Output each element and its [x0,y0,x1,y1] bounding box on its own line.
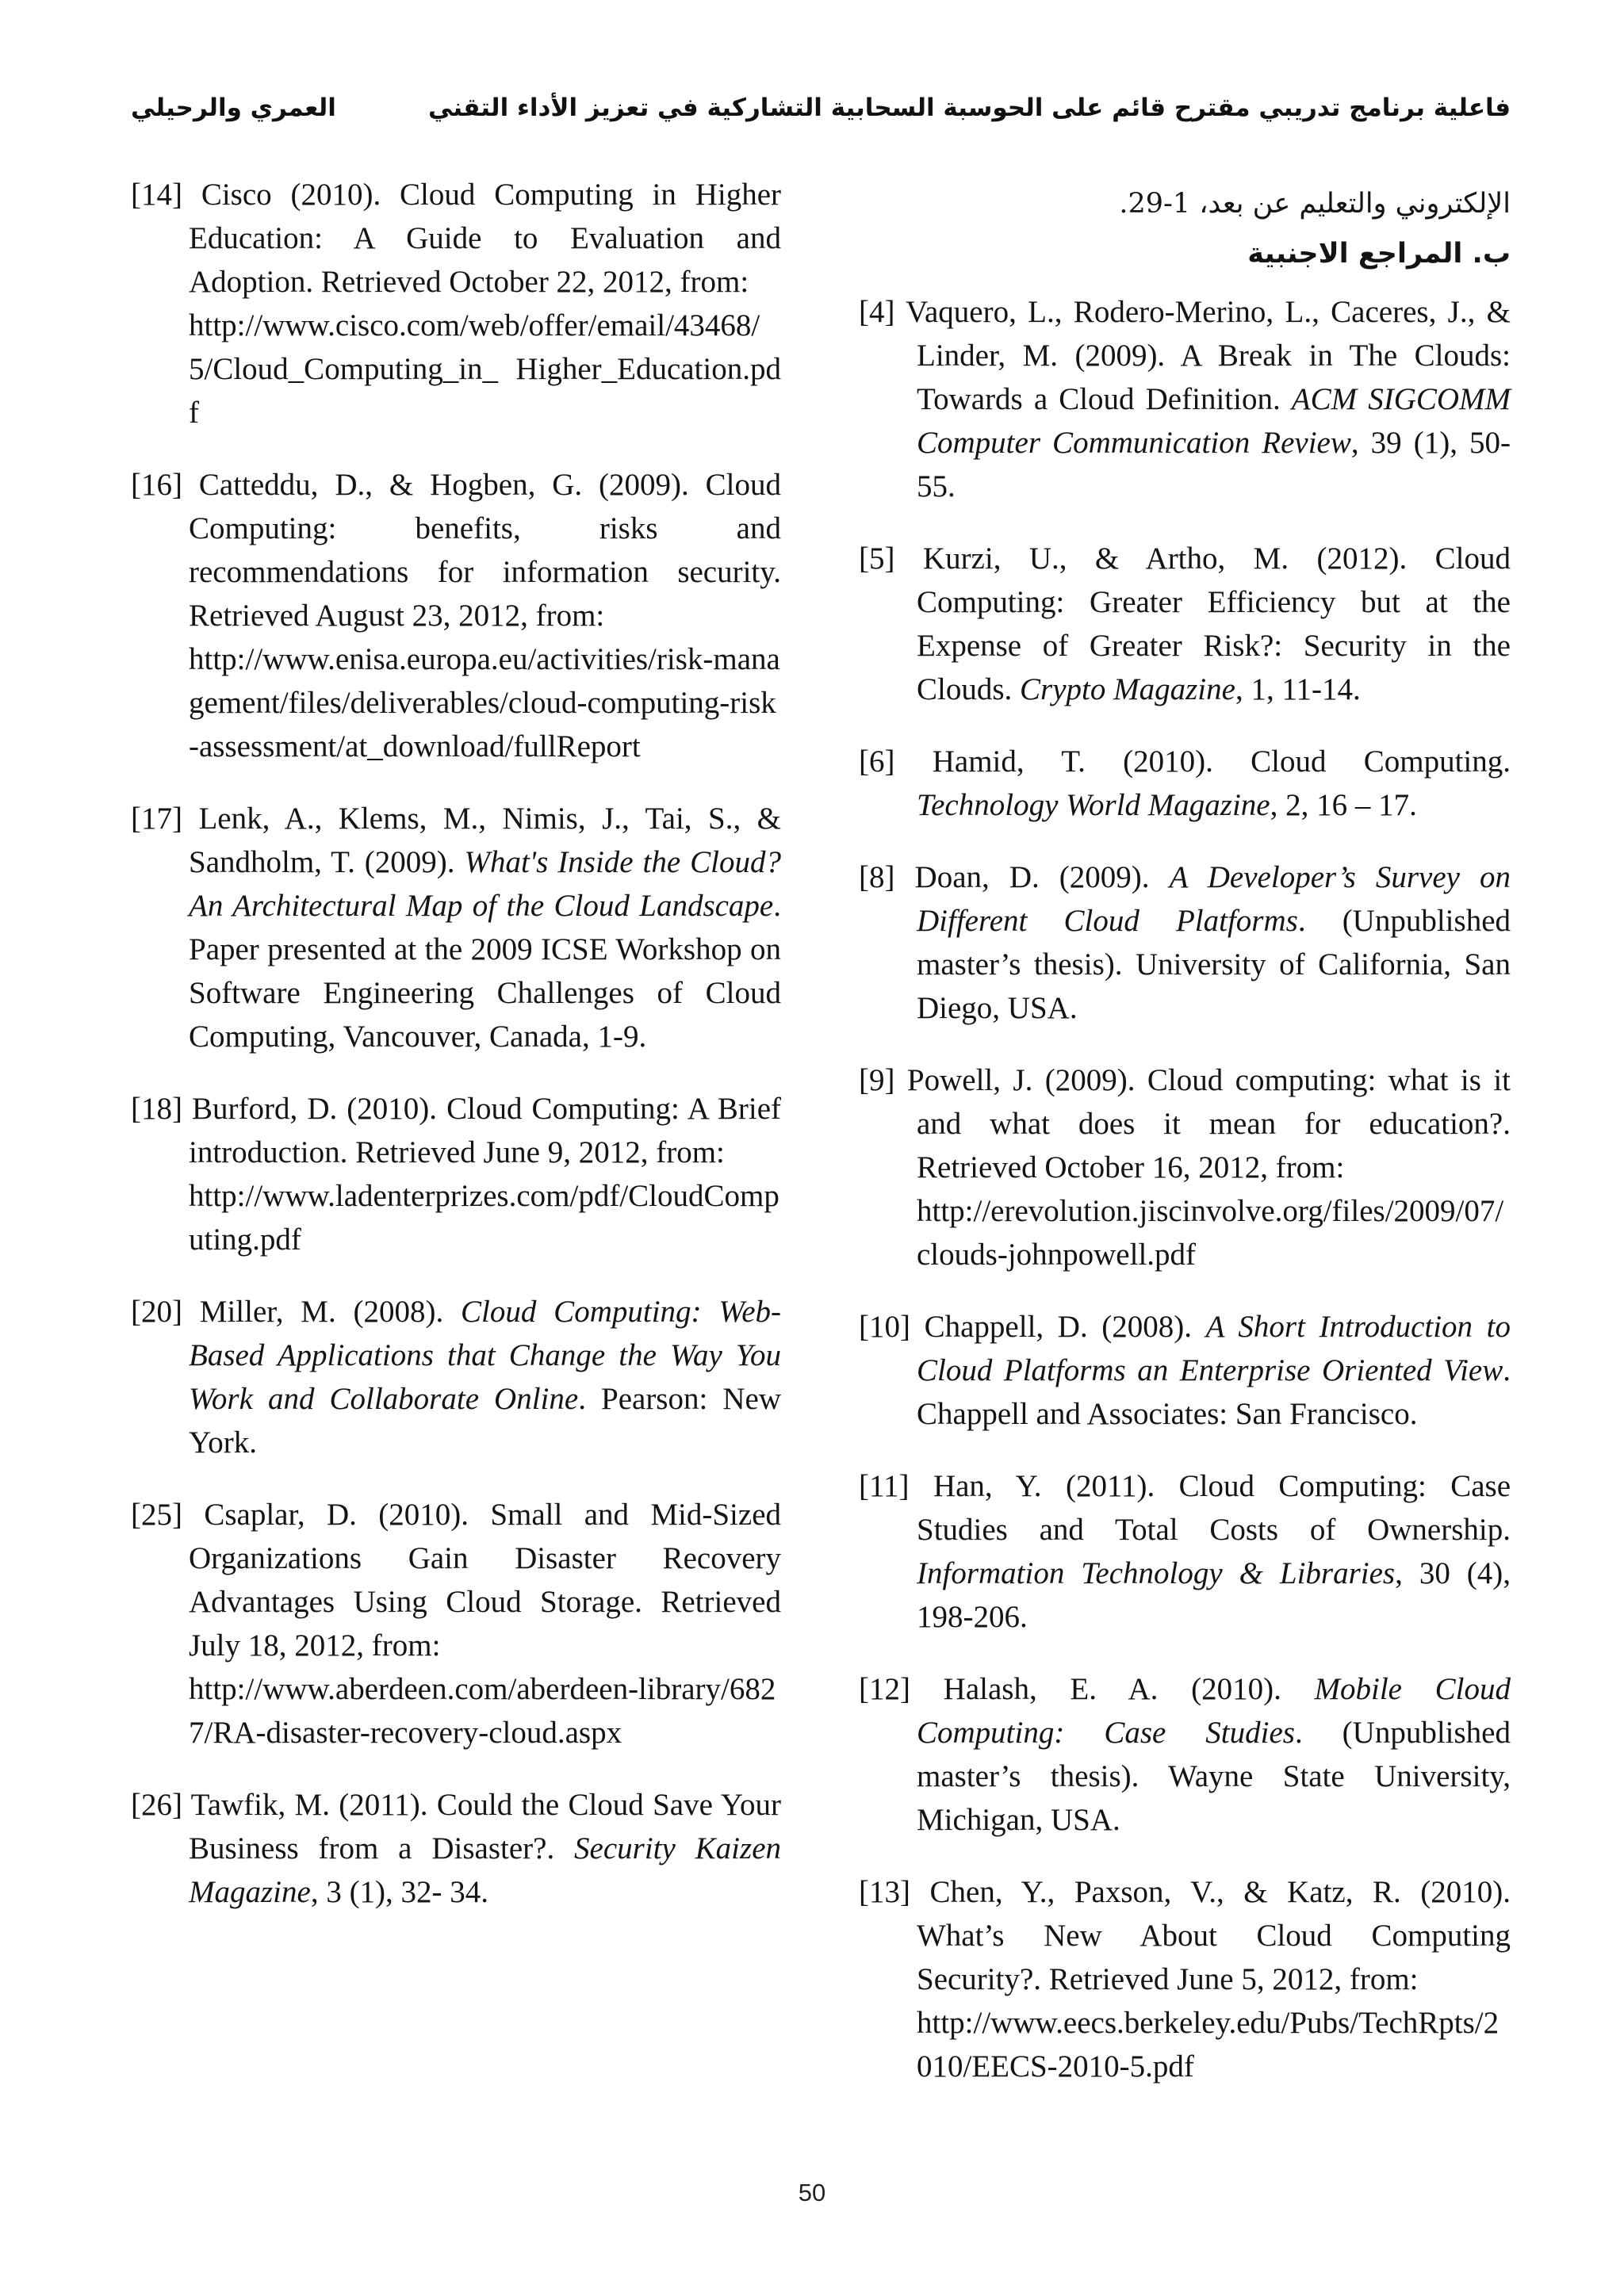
reference-8: [8] Doan, D. (2009). A Developer’s Survey on Different Cloud Platforms. (Unpublished master’s thesis). University of California, San Diego, USA. [859,860,1511,1025]
reference-11: [11] Han, Y. (2011). Cloud Computing: Case Studies and Total Costs of Ownership. Information Technology & Libraries, 30 (4), 198-206. [859,1469,1511,1634]
page-number: 50 [798,2179,826,2206]
reference-url: http://www.cisco.com/web/offer/email/43468/5/Cloud_Computing_in_ Higher_Education.pdf [189,308,781,430]
left-column [131,173,781,1942]
running-header [131,94,1511,141]
reference-14: [14] Cisco (2010). Cloud Computing in Higher Education: A Guide to Evaluation and Adoption. Retrieved October 22, 2012, from: http://www.cisco.com/web/offer/email/43468/5/Cloud_Computing_in_ Higher_Education.pdf [131,178,782,430]
reference-4: [4] Vaquero, L., Rodero-Merino, L., Caceres, J., & Linder, M. (2009). A Break in The Clouds: Towards a Cloud Definition. ACM SIGCOMM Computer Communication Review, 39 (1), 50-55. [859,295,1511,503]
reference-6: [6] Hamid, T. (2010). Cloud Computing. Technology World Magazine, 2, 16 – 17. [859,744,1511,822]
reference-16: [16] Catteddu, D., & Hogben, G. (2009). Cloud Computing: benefits, risks and recommendations for information security. Retrieved August 23, 2012, from: http://www.enisa.europa.eu/activities/risk-management/files/deliverables/cloud-computing-risk-assessment/at_download/fullReport [131,468,781,763]
reference-20: [20] Miller, M. (2008). Cloud Computing: Web-Based Applications that Change the Way You Work and Collaborate Online. Pearson: New York. [131,1295,782,1460]
reference-18: [18] Burford, D. (2010). Cloud Computing: A Brief introduction. Retrieved June 9, 2012, from: http://www.ladenterprizes.com/pdf/CloudComputing.pdf [131,1092,781,1257]
reference-10: [10] Chappell, D. (2008). A Short Introduction to Cloud Platforms an Enterprise Oriented View. Chappell and Associates: San Francisco. [859,1310,1511,1431]
reference-5: [5] Kurzi, U., & Artho, M. (2012). Cloud Computing: Greater Efficiency but at the Expense of Greater Risk?: Security in the Clouds. Crypto Magazine, 1, 11-14. [859,541,1511,706]
reference-url: http://www.enisa.europa.eu/activities/risk-management/files/deliverables/cloud-computing-risk-assessment/at_download/fullReport [189,642,780,763]
reference-26: [26] Tawfik, M. (2011). Could the Cloud Save Your Business from a Disaster?. Security Kaizen Magazine, 3 (1), 32- 34. [131,1788,782,1909]
header-authors: العمري والرحيلي [131,94,336,122]
header-title: فاعلية برنامج تدريبي مقترح قائم على الحوسبة السحابية التشاركية في تعزيز الأداء التقني [427,94,1511,122]
reference-url: http://www.eecs.berkeley.edu/Pubs/TechRpts/2010/EECS-2010-5.pdf [917,2006,1500,2084]
reference-12: [12] Halash, E. A. (2010). Mobile Cloud Computing: Case Studies. (Unpublished master’s thesis). Wayne State University, Michigan, USA. [859,1672,1511,1837]
arabic-reference-continuation: الإلكتروني والتعليم عن بعد، 1-29. [1119,188,1511,220]
reference-url: http://www.aberdeen.com/aberdeen-library/6827/RA-disaster-recovery-cloud.aspx [189,1672,776,1750]
reference-25: [25] Csaplar, D. (2010). Small and Mid-Sized Organizations Gain Disaster Recovery Advantages Using Cloud Storage. Retrieved July 18, 2012, from: http://www.aberdeen.com/aberdeen-library/6827/RA-disaster-recovery-cloud.aspx [131,1498,781,1750]
right-column [859,173,1511,2117]
foreign-references-heading: ب. المراجع الاجنبية [1247,238,1511,270]
reference-url: http://www.ladenterprizes.com/pdf/CloudComputing.pdf [189,1179,779,1257]
reference-17: [17] Lenk, A., Klems, M., Nimis, J., Tai, S., & Sandholm, T. (2009). What's Inside the Cloud? An Architectural Map of the Cloud Landscape. Paper presented at the 2009 ICSE Workshop on Software Engineering Challenges of Cloud Computing, Vancouver, Canada, 1-9. [131,802,781,1054]
reference-13: [13] Chen, Y., Paxson, V., & Katz, R. (2010). What’s New About Cloud Computing Security?. Retrieved June 5, 2012, from: http://www.eecs.berkeley.edu/Pubs/TechRpts/2010/EECS-2010-5.pdf [859,1875,1511,2084]
reference-9: [9] Powell, J. (2009). Cloud computing: what is it and what does it mean for education?. Retrieved October 16, 2012, from: http://erevolution.jiscinvolve.org/files/2009/07/clouds-johnpowell.pdf [859,1063,1511,1272]
reference-url: http://erevolution.jiscinvolve.org/files/2009/07/clouds-johnpowell.pdf [917,1194,1504,1272]
